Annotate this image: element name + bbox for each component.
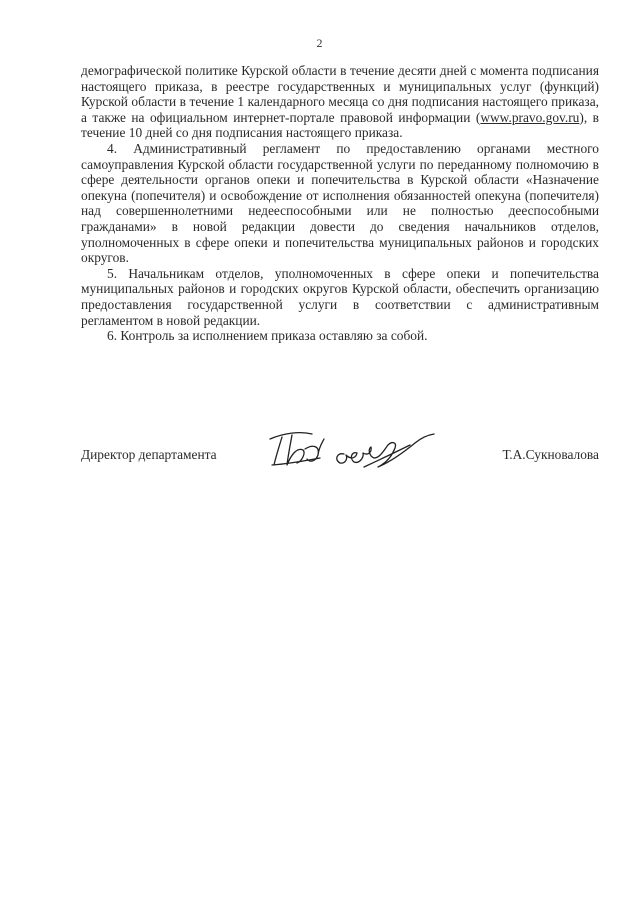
- document-body: [81, 63, 599, 344]
- paragraph-6: 6. Контроль за исполнением приказа оставляю за собой.: [107, 328, 428, 344]
- handwritten-signature: [266, 425, 441, 475]
- signatory-title: Директор департамента: [81, 447, 217, 462]
- paragraph-4: 4. Административный регламент по предоставлению органами местного самоуправления Курской области государственной услуги по переданному полномочию в сфере деятельности органов опеки и попечительства в Курской области «Назначение опекуна (попечителя) и освобождение от исполнения обязанностей опекуна (попечителя) над совершеннолетними недееспособными или не полностью дееспособными гражданами» в новой редакции довести до сведения начальников отделов, уполномоченных в сфере опеки и попечительства муниципальных районов и городских округов.: [81, 140, 599, 266]
- signatory-name: Т.А.Сукновалова: [502, 447, 599, 462]
- pravo-link[interactable]: www.pravo.gov.ru: [480, 109, 580, 125]
- signature-block: [81, 425, 599, 485]
- paragraph-text: ), в течение 10 дней со дня подписания настоящего приказа.: [81, 109, 599, 141]
- paragraph-5: 5. Начальникам отделов, уполномоченных в сфере опеки и попечительства муниципальных районов и городских округов Курской области, обеспечить организацию предоставления государственной услуги в соответствии с административным регламентом в новой редакции.: [81, 265, 599, 328]
- page-number: 2: [316, 36, 323, 50]
- paragraph-text: демографической политике Курской области в течение десяти дней с момента подписания настоящего приказа, в реестре государственных и муниципальных услуг (функций) Курской области в течение 1 календарного месяца со дня подписания настоящего приказа, а также на официальном интернет-портале правовой информации (: [81, 63, 599, 125]
- paragraph-continuation: [81, 63, 599, 141]
